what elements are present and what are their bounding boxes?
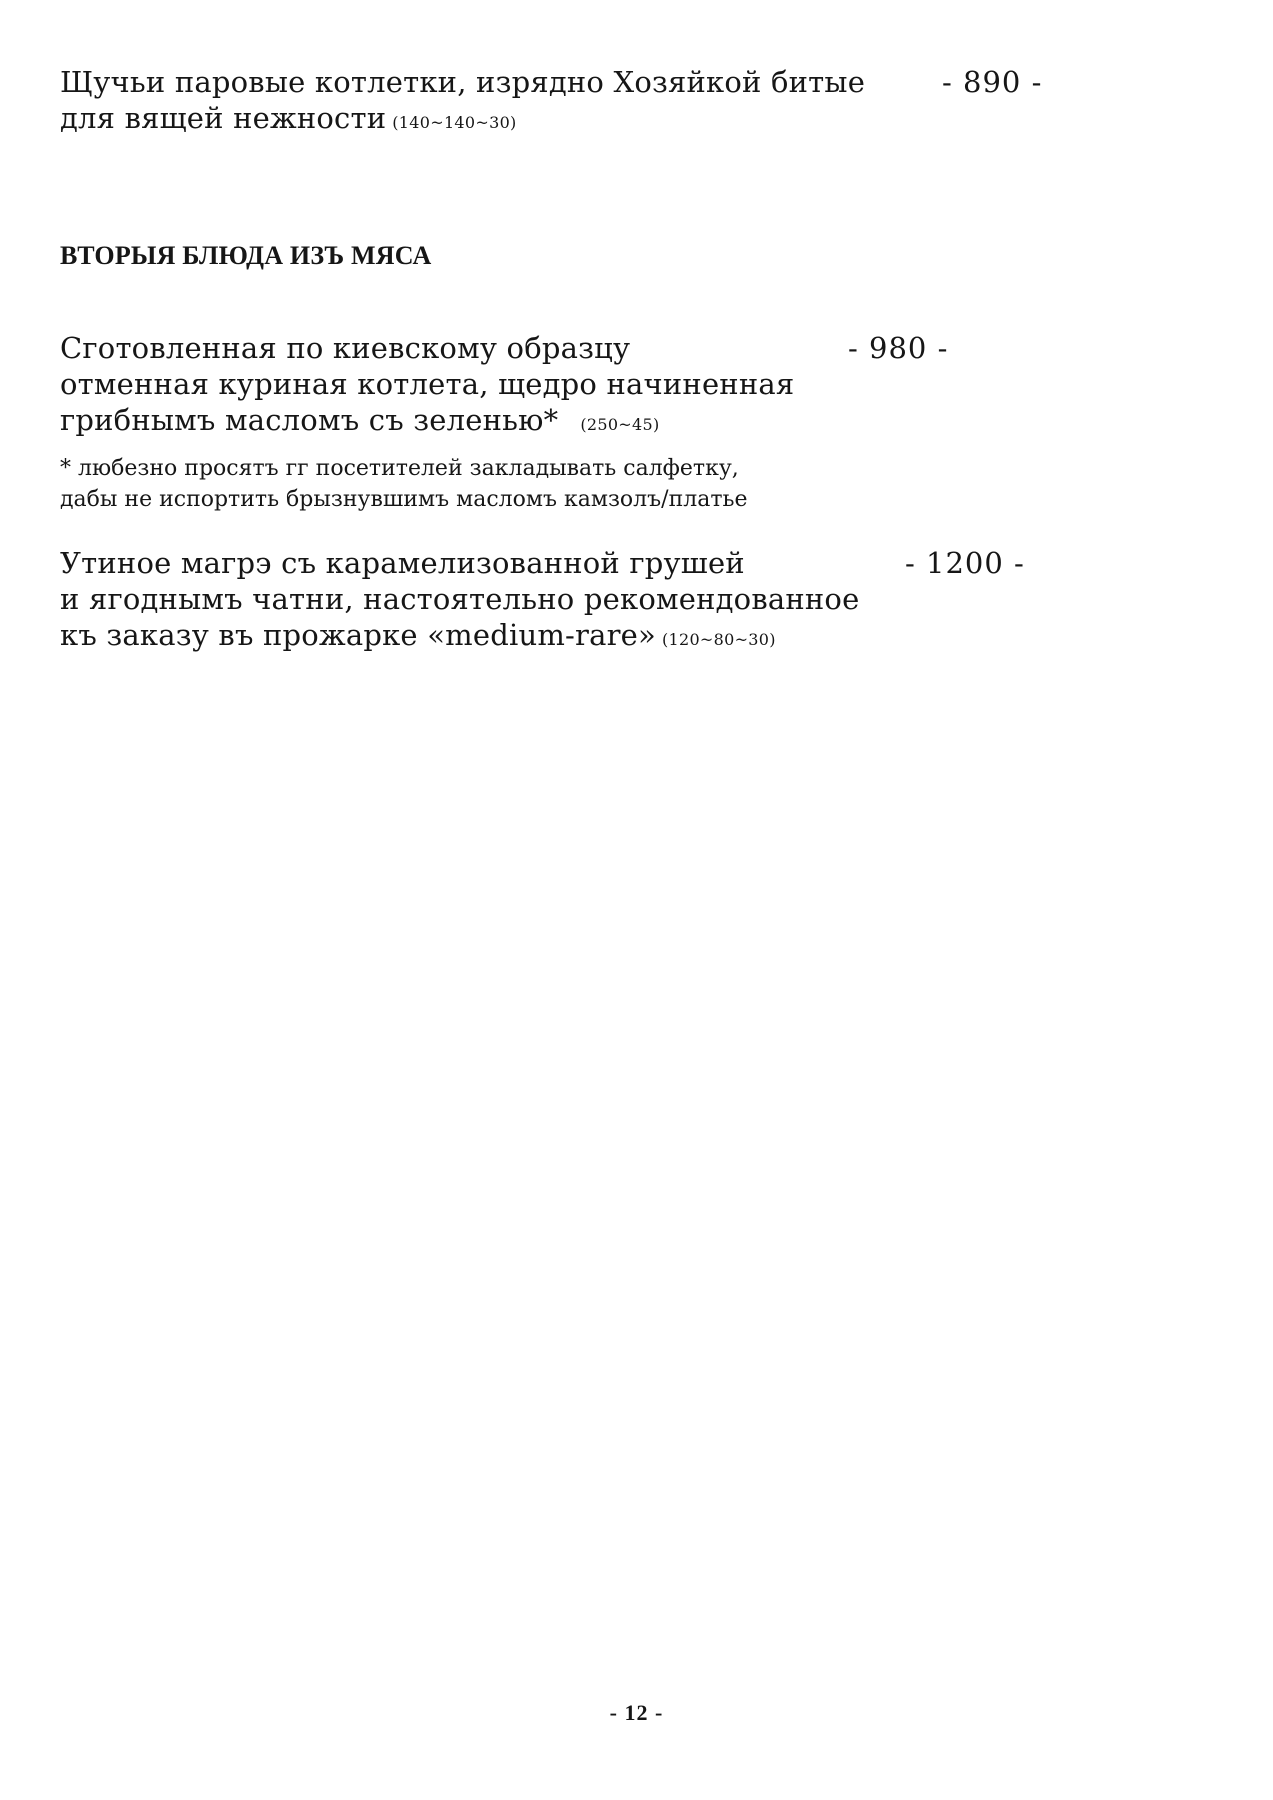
dish-footnote: [60, 453, 748, 515]
dish-pike-cutlets: [60, 64, 865, 141]
dish-weight: (250~45): [580, 415, 660, 434]
dish-line: для вящей нежности: [60, 101, 387, 135]
dish-price: - 980 -: [848, 331, 949, 365]
dish-line: и ягоднымъ чатни, настоятельно рекомендованное: [60, 582, 860, 616]
dish-line: Сготовленная по киевскому образцу: [60, 331, 631, 365]
dish-weight: (120~80~30): [661, 630, 776, 649]
dish-line-with-weight: [60, 617, 859, 658]
dish-weight: (140~140~30): [392, 113, 517, 132]
dish-line: грибнымъ масломъ съ зеленью*: [60, 403, 559, 437]
page-number: - 12 -: [609, 1700, 664, 1725]
dish-line: Щучьи паровые котлетки, изрядно Хозяйкой битые: [60, 65, 866, 99]
dish-price: - 890 -: [942, 65, 1043, 99]
dish-duck-magret: [60, 545, 859, 658]
footnote-line: * любезно просятъ гг посетителей закладывать салфетку,: [60, 456, 739, 481]
dish-kiev-cutlet: [60, 330, 794, 443]
section-title: ВТОРЫЯ БЛЮДА ИЗЪ МЯСА: [60, 241, 432, 270]
footnote-line: дабы не испортить брызнувшимъ масломъ камзолъ/платье: [60, 487, 748, 512]
dish-line: отменная куриная котлета, щедро начиненная: [60, 367, 795, 401]
dish-line-with-weight: [60, 100, 865, 141]
dish-line: Утиное магрэ съ карамелизованной грушей: [60, 546, 745, 580]
dish-price: - 1200 -: [905, 546, 1025, 580]
dish-line: къ заказу въ прожарке «medium-rare»: [60, 618, 656, 652]
dish-line-with-weight: [60, 402, 794, 443]
